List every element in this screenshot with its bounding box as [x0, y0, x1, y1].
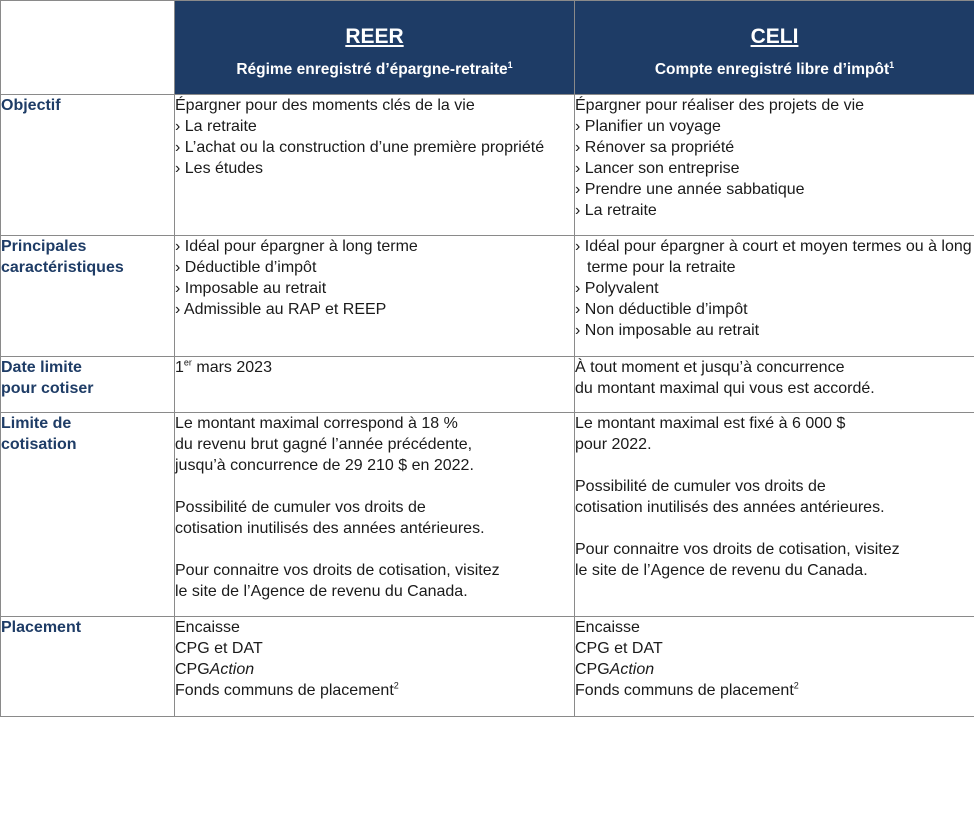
date-day: 1	[175, 359, 184, 376]
cpg-prefix: CPG	[175, 661, 210, 678]
paragraph	[575, 539, 974, 581]
reer-subtitle	[175, 61, 574, 79]
list-item: › Planifier un voyage	[575, 118, 721, 135]
fonds-footnote-ref: 2	[793, 680, 799, 691]
cell-celi-date-limite	[575, 357, 974, 413]
row-label-objectif: Objectif	[1, 95, 175, 236]
row-label-placement: Placement	[1, 617, 175, 717]
cell-celi-placement	[575, 617, 974, 717]
fonds-footnote-ref: 2	[393, 680, 399, 691]
cell-reer-date-limite	[175, 357, 575, 413]
cpg-prefix: CPG	[575, 661, 610, 678]
text-line: cotisation inutilisés des années antérieures.	[175, 520, 485, 537]
list-item: › Lancer son entreprise	[575, 160, 740, 177]
objectif-celi-intro: Épargner pour réaliser des projets de vie	[575, 97, 865, 114]
list-item: › Polyvalent	[575, 280, 659, 297]
list-item: › Rénover sa propriété	[575, 139, 735, 156]
reer-subtitle-text: Régime enregistré d’épargne-retraite	[236, 61, 508, 78]
text-line: Le montant maximal correspond à 18 %	[175, 415, 458, 432]
date-limite-reer	[175, 357, 574, 378]
row-label-limite-cotisation	[1, 413, 175, 617]
cell-reer-placement	[175, 617, 575, 717]
list-item: › Non imposable au retrait	[575, 322, 760, 339]
label-line: cotisation	[1, 436, 77, 453]
text-line: Pour connaitre vos droits de cotisation, visitez	[575, 541, 900, 558]
text-line: du revenu brut gagné l’année précédente,	[175, 436, 473, 453]
cpg-action: Action	[609, 661, 655, 678]
text-line: Possibilité de cumuler vos droits de	[175, 499, 426, 516]
cell-celi-limite-cotisation	[575, 413, 974, 617]
paragraph	[175, 497, 574, 539]
list-item: › Prendre une année sabbatique	[575, 181, 805, 198]
text-line: jusqu’à concurrence de 29 210 $ en 2022.	[175, 457, 474, 474]
row-label-date-limite	[1, 357, 175, 413]
list-item: Encaisse	[575, 619, 640, 636]
cpg-action: Action	[209, 661, 255, 678]
cell-celi-caracteristiques	[575, 236, 974, 357]
list-item	[575, 680, 974, 701]
celi-title: CELI	[750, 25, 799, 48]
paragraph	[575, 413, 974, 455]
list-item: CPG et DAT	[575, 640, 663, 657]
text-line: le site de l’Agence de revenu du Canada.	[575, 562, 868, 579]
header-celi	[575, 1, 974, 95]
row-objectif	[1, 95, 974, 236]
list-item: › Non déductible d’impôt	[575, 301, 748, 318]
list-item: Encaisse	[175, 619, 240, 636]
row-date-limite	[1, 357, 974, 413]
text-line: Possibilité de cumuler vos droits de	[575, 478, 826, 495]
text-line: Le montant maximal est fixé à 6 000 $	[575, 415, 846, 432]
celi-footnote-ref: 1	[889, 59, 895, 70]
date-limite-celi-line: du montant maximal qui vous est accordé.	[575, 380, 875, 397]
paragraph	[575, 476, 974, 518]
cell-reer-objectif	[175, 95, 575, 236]
text-line: pour 2022.	[575, 436, 652, 453]
row-caracteristiques	[1, 236, 974, 357]
celi-subtitle-text: Compte enregistré libre d’impôt	[654, 61, 890, 78]
list-item: › Admissible au RAP et REEP	[175, 301, 387, 318]
reer-title: REER	[345, 25, 404, 48]
list-item	[575, 659, 974, 680]
list-item: › Idéal pour épargner à court et moyen termes ou à long terme pour la retraite	[575, 238, 972, 276]
date-limite-celi-line: À tout moment et jusqu’à concurrence	[575, 359, 845, 376]
label-line: Date limite	[1, 359, 82, 376]
label-line: Limite de	[1, 415, 72, 432]
row-limite-cotisation	[1, 413, 974, 617]
cell-reer-caracteristiques	[175, 236, 575, 357]
list-item: › La retraite	[175, 118, 257, 135]
cell-celi-objectif	[575, 95, 974, 236]
fonds-text: Fonds communs de placement	[175, 682, 394, 699]
header-row	[1, 1, 974, 95]
list-item: › Déductible d’impôt	[175, 259, 317, 276]
row-placement	[1, 617, 974, 717]
fonds-text: Fonds communs de placement	[575, 682, 794, 699]
paragraph	[175, 560, 574, 602]
label-line: pour cotiser	[1, 380, 94, 397]
text-line: Pour connaitre vos droits de cotisation, visitez	[175, 562, 500, 579]
label-line: Principales	[1, 238, 87, 255]
reer-footnote-ref: 1	[507, 59, 513, 70]
date-rest: mars 2023	[191, 359, 272, 376]
list-item: › Idéal pour épargner à long terme	[175, 238, 418, 255]
objectif-reer-intro: Épargner pour des moments clés de la vie	[175, 97, 475, 114]
celi-subtitle	[575, 61, 974, 79]
text-line: le site de l’Agence de revenu du Canada.	[175, 583, 468, 600]
row-label-caracteristiques	[1, 236, 175, 357]
list-item	[175, 659, 574, 680]
list-item	[175, 680, 574, 701]
list-item: › La retraite	[575, 202, 657, 219]
text-line: cotisation inutilisés des années antérieures.	[575, 499, 885, 516]
list-item: › Les études	[175, 160, 264, 177]
list-item: › L’achat ou la construction d’une première propriété	[175, 139, 545, 156]
paragraph	[175, 413, 574, 476]
header-corner-cell	[1, 1, 175, 95]
label-line: caractéristiques	[1, 259, 124, 276]
cell-reer-limite-cotisation	[175, 413, 575, 617]
list-item: › Imposable au retrait	[175, 280, 327, 297]
header-reer	[175, 1, 575, 95]
list-item: CPG et DAT	[175, 640, 263, 657]
date-day-suffix: er	[183, 357, 192, 368]
